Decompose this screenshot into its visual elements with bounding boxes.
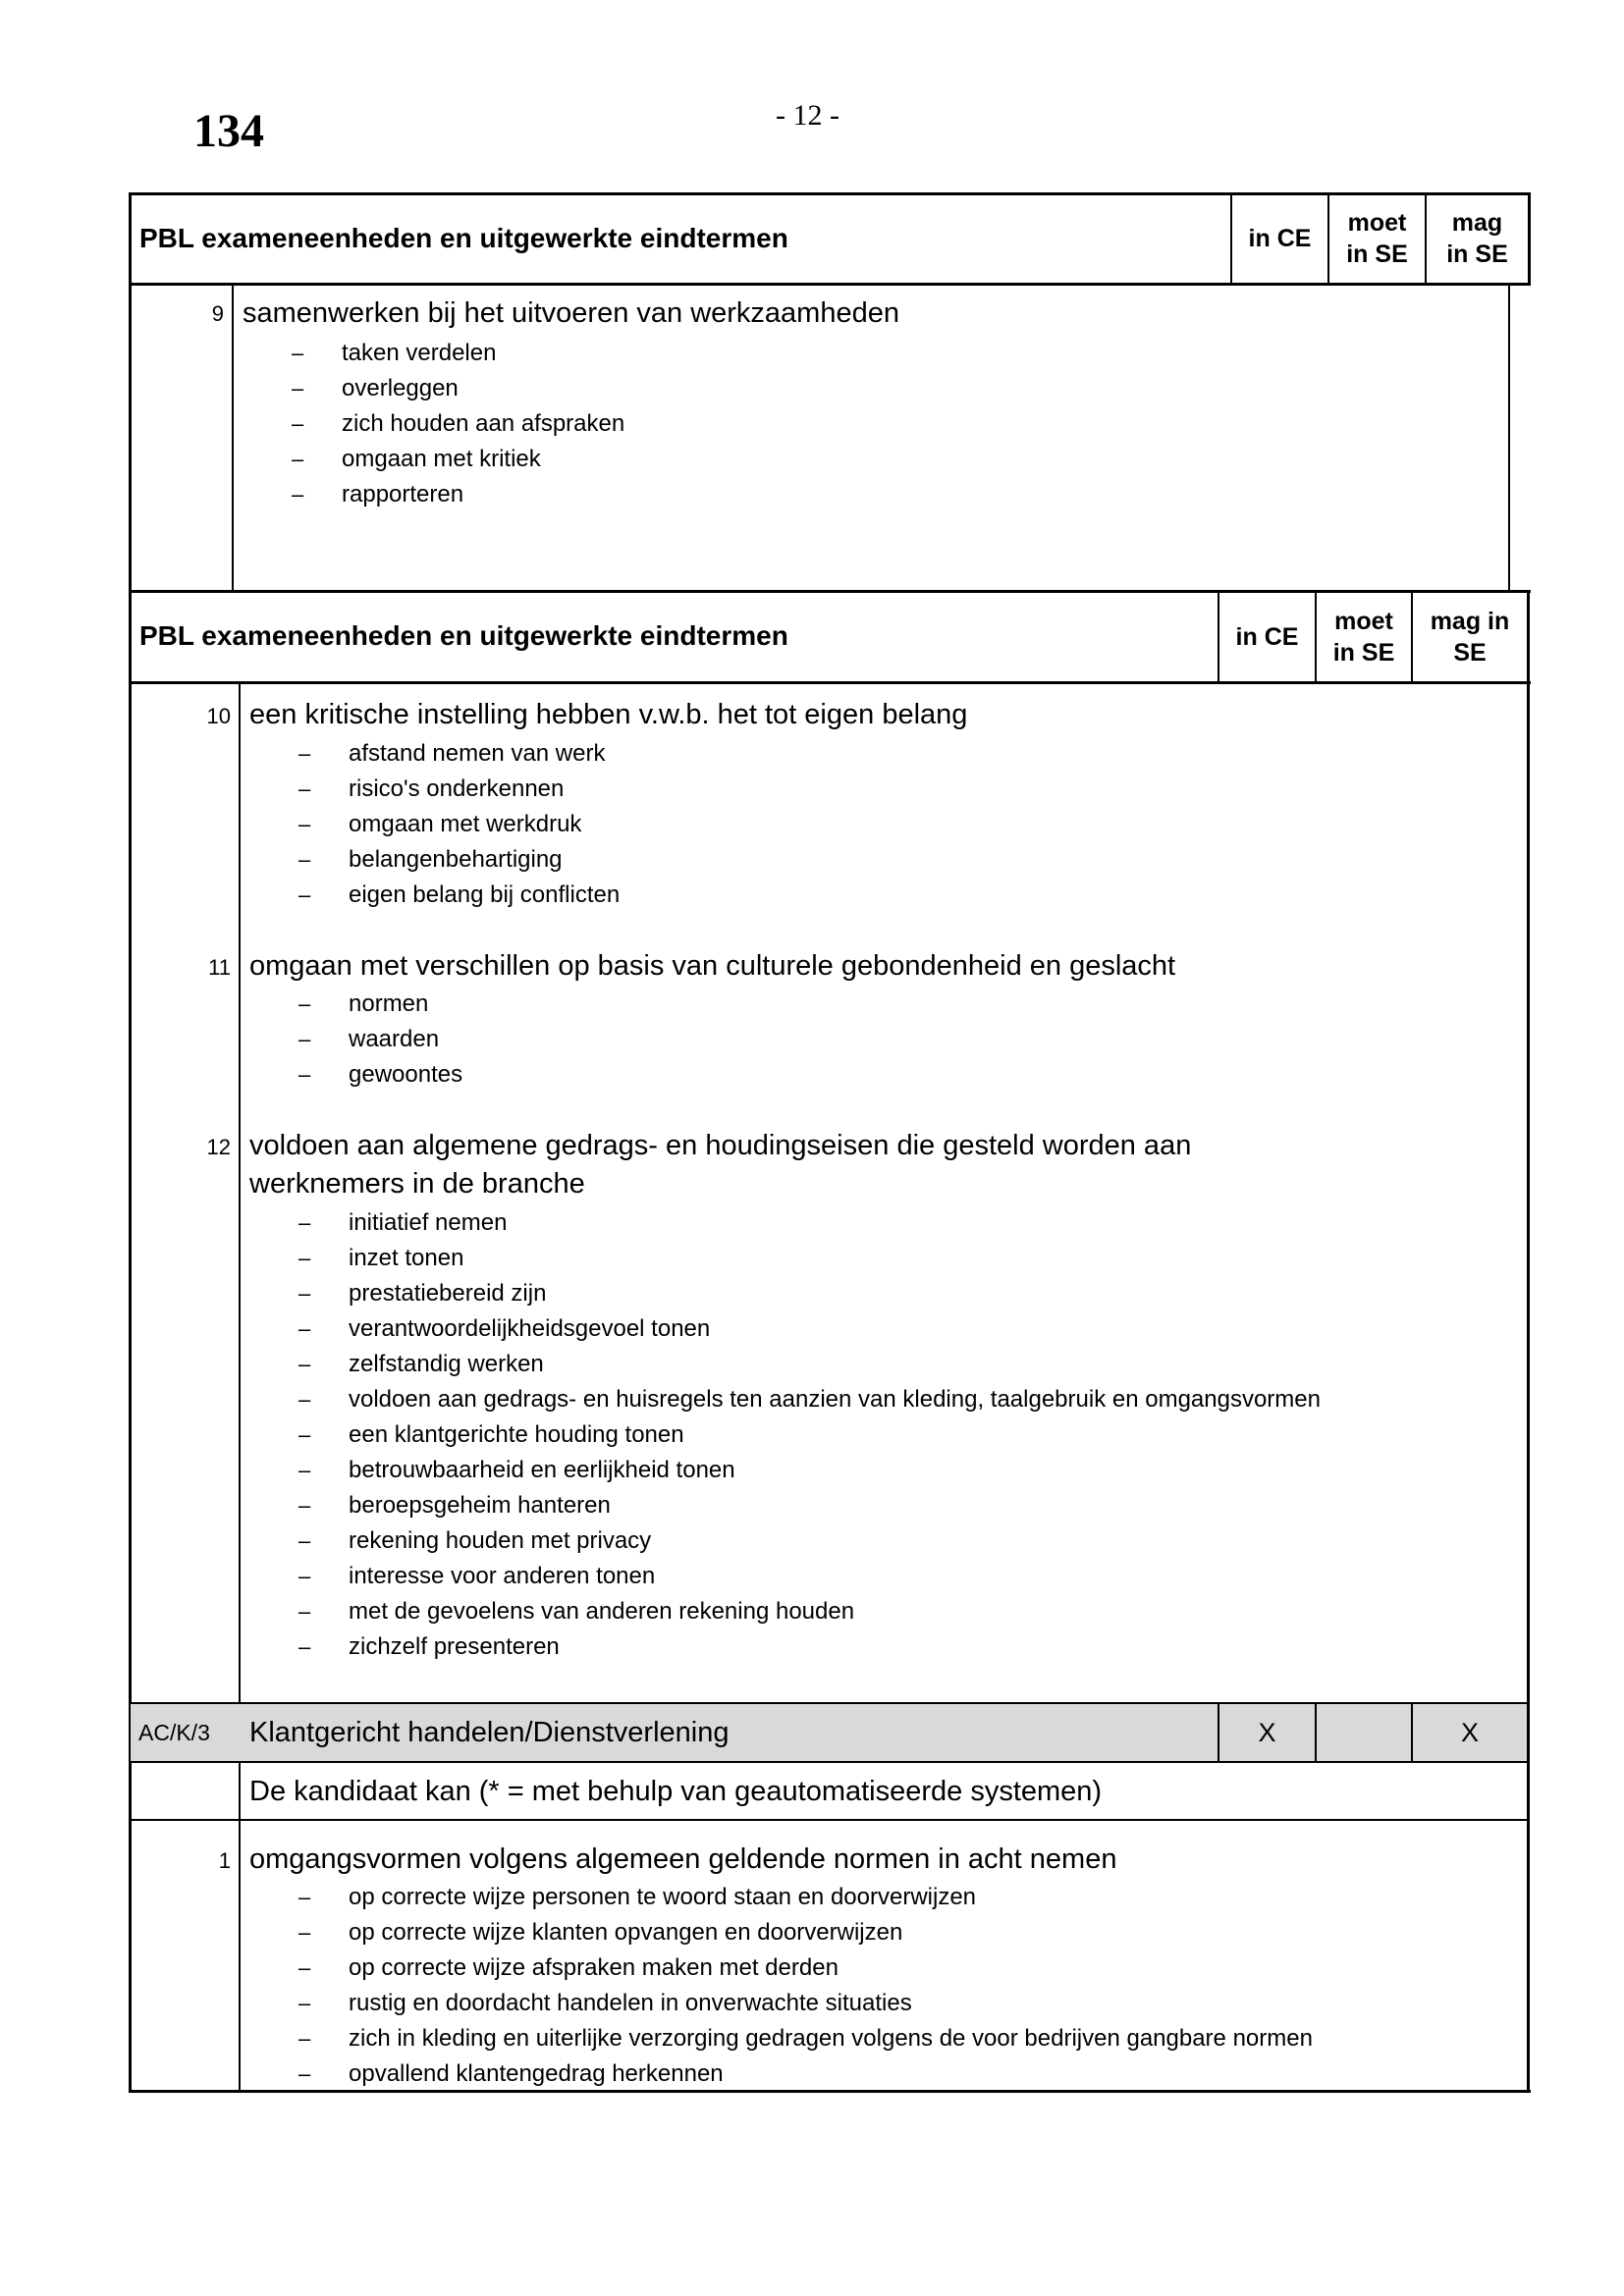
- row-title: een kritische instelling hebben v.w.b. het tot eigen belang: [249, 699, 968, 730]
- table-border: [129, 1819, 1530, 1821]
- row-number: 12: [206, 1135, 231, 1159]
- table-header-title: PBL exameneenheden en uitgewerkte eindtermen: [139, 620, 788, 651]
- list-item-text: normen: [349, 990, 429, 1017]
- intro-text: De kandidaat kan (* = met behulp van geautomatiseerde systemen): [249, 1776, 1103, 1807]
- list-item-text: inzet tonen: [349, 1245, 464, 1271]
- dash-bullet-icon: –: [298, 1885, 311, 1909]
- dash-bullet-icon: –: [298, 741, 311, 766]
- list-item-text: op correcte wijze personen te woord staan en doorverwijzen: [349, 1884, 977, 1910]
- table-border: [232, 285, 234, 591]
- dash-bullet-icon: –: [298, 2061, 311, 2086]
- list-item-text: afstand nemen van werk: [349, 740, 606, 767]
- table-border: [129, 283, 1531, 286]
- row-number: 9: [211, 301, 224, 326]
- list-item-text: zich houden aan afspraken: [342, 410, 625, 437]
- dash-bullet-icon: –: [292, 341, 304, 365]
- column-header-mag-in-se: mag in SE: [1430, 608, 1510, 667]
- dash-bullet-icon: –: [298, 1027, 311, 1051]
- list-item-text: rapporteren: [342, 481, 464, 507]
- dash-bullet-icon: –: [298, 1422, 311, 1447]
- dash-bullet-icon: –: [298, 1920, 311, 1945]
- list-item-text: waarden: [349, 1026, 440, 1052]
- list-item-text: zichzelf presenteren: [349, 1633, 560, 1660]
- dash-bullet-icon: –: [298, 1387, 311, 1412]
- list-item-text: gewoontes: [349, 1061, 463, 1088]
- dash-bullet-icon: –: [298, 812, 311, 836]
- dash-bullet-icon: –: [298, 1564, 311, 1588]
- dash-bullet-icon: –: [292, 411, 304, 436]
- table-border: [1508, 285, 1510, 591]
- list-item-text: zich in kleding en uiterlijke verzorging gedragen volgens de voor bedrijven gangbare normen: [349, 2025, 1313, 2052]
- dash-bullet-icon: –: [298, 847, 311, 872]
- unit-code: AC/K/3: [138, 1720, 210, 1745]
- column-header-mag-in-se: mag in SE: [1446, 209, 1508, 268]
- row-title: samenwerken bij het uitvoeren van werkzaamheden: [243, 297, 899, 329]
- dash-bullet-icon: –: [298, 1281, 311, 1306]
- table-border: [129, 590, 132, 2093]
- dash-bullet-icon: –: [292, 447, 304, 471]
- list-item-text: voldoen aan gedrags- en huisregels ten aanzien van kleding, taalgebruik en omgangsvormen: [349, 1386, 1321, 1413]
- list-item-text: beroepsgeheim hanteren: [349, 1492, 611, 1519]
- dash-bullet-icon: –: [298, 991, 311, 1016]
- unit-mag-in-se-mark: X: [1460, 1718, 1479, 1747]
- list-item-text: met de gevoelens van anderen rekening houden: [349, 1598, 855, 1625]
- column-header-moet-in-se: moet in SE: [1332, 608, 1395, 667]
- list-item-text: belangenbehartiging: [349, 846, 563, 873]
- list-item-text: initiatief nemen: [349, 1209, 508, 1236]
- column-header-in-ce: in CE: [1248, 225, 1312, 252]
- dash-bullet-icon: –: [298, 1599, 311, 1624]
- table-border: [1315, 1703, 1317, 1762]
- list-item-text: interesse voor anderen tonen: [349, 1563, 656, 1589]
- row-number: 1: [218, 1848, 231, 1873]
- dash-bullet-icon: –: [298, 882, 311, 907]
- dash-bullet-icon: –: [298, 1246, 311, 1270]
- list-item-text: omgaan met werkdruk: [349, 811, 582, 837]
- list-item-text: rustig en doordacht handelen in onverwachte situaties: [349, 1990, 912, 2016]
- dash-bullet-icon: –: [292, 482, 304, 507]
- column-header-in-ce: in CE: [1235, 623, 1299, 651]
- row-title: omgaan met verschillen op basis van culturele gebondenheid en geslacht: [249, 950, 1176, 982]
- row-title: omgangsvormen volgens algemeen geldende normen in acht nemen: [249, 1843, 1117, 1875]
- table-border: [129, 2090, 1531, 2093]
- dash-bullet-icon: –: [298, 1493, 311, 1518]
- row-title-continued: werknemers in de branche: [249, 1168, 585, 1200]
- unit-in-ce-mark: X: [1258, 1718, 1276, 1747]
- list-item-text: risico's onderkennen: [349, 775, 565, 802]
- dash-bullet-icon: –: [298, 1955, 311, 1980]
- dash-bullet-icon: –: [298, 2026, 311, 2051]
- table-border: [129, 1761, 1530, 1763]
- list-item-text: eigen belang bij conflicten: [349, 881, 621, 908]
- table-border: [1528, 192, 1531, 286]
- table-border: [129, 681, 1531, 684]
- list-item-text: zelfstandig werken: [349, 1351, 544, 1377]
- page-label: - 12 -: [776, 99, 839, 132]
- dash-bullet-icon: –: [298, 1316, 311, 1341]
- table-header-title: PBL exameneenheden en uitgewerkte eindtermen: [139, 223, 788, 253]
- row-title: voldoen aan algemene gedrags- en houdingseisen die gesteld worden aan: [249, 1130, 1192, 1161]
- list-item-text: overleggen: [342, 375, 459, 401]
- dash-bullet-icon: –: [298, 1991, 311, 2015]
- unit-title: Klantgericht handelen/Dienstverlening: [249, 1717, 730, 1748]
- list-item-text: omgaan met kritiek: [342, 446, 541, 472]
- dash-bullet-icon: –: [298, 1634, 311, 1659]
- dash-bullet-icon: –: [298, 1458, 311, 1482]
- row-number: 11: [208, 955, 231, 980]
- list-item-text: prestatiebereid zijn: [349, 1280, 547, 1307]
- table-border: [129, 192, 132, 593]
- document-number: 134: [193, 105, 264, 157]
- dash-bullet-icon: –: [298, 1210, 311, 1235]
- table-border: [239, 683, 241, 2092]
- list-item-text: op correcte wijze afspraken maken met derden: [349, 1954, 839, 1981]
- dash-bullet-icon: –: [298, 1062, 311, 1087]
- table-border: [1527, 590, 1530, 2093]
- dash-bullet-icon: –: [298, 1352, 311, 1376]
- list-item-text: op correcte wijze klanten opvangen en doorverwijzen: [349, 1919, 903, 1946]
- dash-bullet-icon: –: [292, 376, 304, 400]
- dash-bullet-icon: –: [298, 1528, 311, 1553]
- table-border: [129, 1702, 1530, 1704]
- list-item-text: betrouwbaarheid en eerlijkheid tonen: [349, 1457, 735, 1483]
- list-item-text: een klantgerichte houding tonen: [349, 1421, 684, 1448]
- dash-bullet-icon: –: [298, 776, 311, 801]
- list-item-text: rekening houden met privacy: [349, 1527, 652, 1554]
- list-item-text: verantwoordelijkheidsgevoel tonen: [349, 1315, 711, 1342]
- row-number: 10: [206, 704, 231, 728]
- list-item-text: opvallend klantengedrag herkennen: [349, 2060, 724, 2087]
- list-item-text: taken verdelen: [342, 340, 497, 366]
- column-header-moet-in-se: moet in SE: [1346, 209, 1408, 268]
